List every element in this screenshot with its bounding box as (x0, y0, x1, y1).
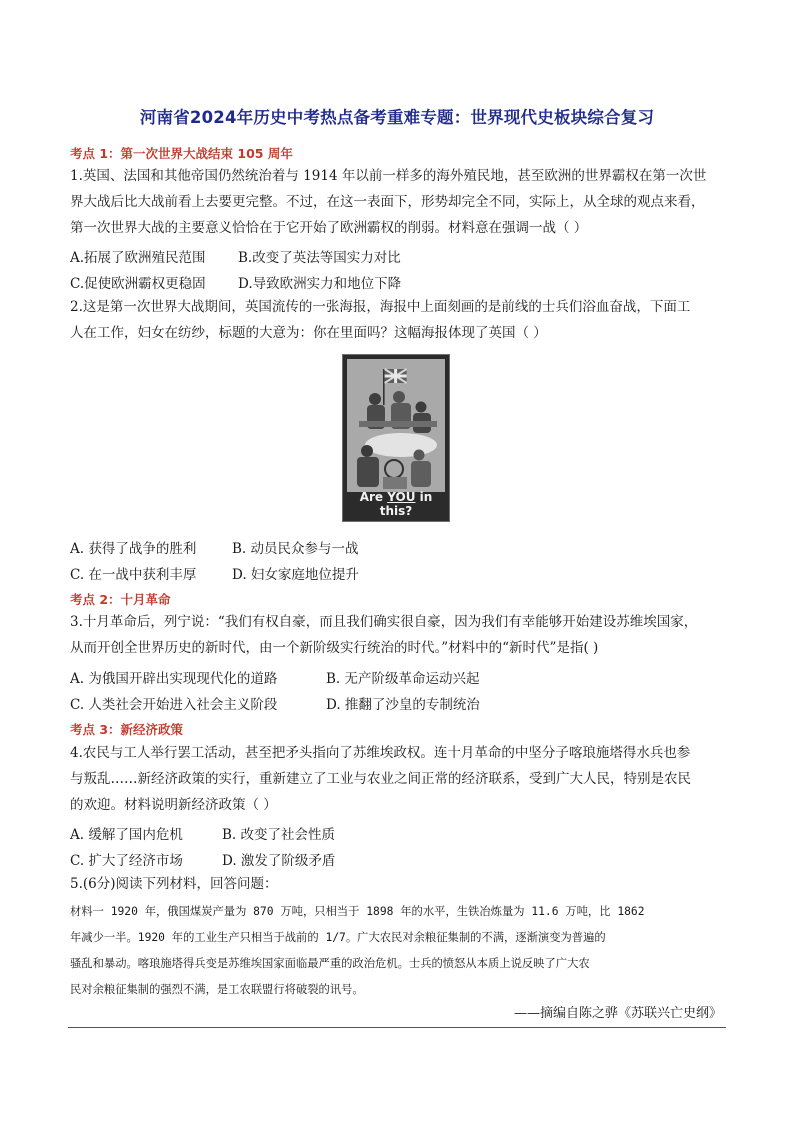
option-d: D.导致欧洲实力和地位下降 (238, 276, 402, 292)
material-text: 骚乱和暴动。喀琅施塔得兵变是苏维埃国家面临最严重的政治危机。士兵的愤怒从本质上说反映了广大农 (70, 957, 590, 970)
section-heading-2: 考点 2：十月革命 (70, 592, 171, 607)
question-text: 第一次世界大战的主要意义恰恰在于它开始了欧洲霸权的削弱。材料意在强调一战（ ） (70, 220, 588, 236)
poster-caption-em: YOU (387, 490, 416, 504)
option-d: D. 妇女家庭地位提升 (232, 567, 359, 583)
question-text: 3.十月革命后，列宁说：“我们有权自豪，而且我们确实很自豪，因为我们有幸能够开始建设苏维埃国家， (70, 614, 698, 630)
question-text: 人在工作，妇女在纺纱，标题的大意为：你在里面吗？这幅海报体现了英国（ ） (70, 325, 547, 341)
material-text: 民对余粮征集制的强烈不满，是工农联盟行将破裂的讯号。 (70, 983, 364, 996)
option-a: A. 为俄国开辟出实现现代化的道路 (70, 671, 278, 687)
poster-artwork (347, 359, 445, 492)
option-d: D. 激发了阶级矛盾 (222, 853, 336, 869)
section-heading-1: 考点 1：第一次世界大战结束 105 周年 (70, 146, 293, 161)
option-c: C. 扩大了经济市场 (70, 853, 183, 869)
question-text: 的欢迎。材料说明新经济政策（ ） (70, 797, 277, 813)
poster-caption (343, 490, 449, 518)
question-text: 界大战后比大战前看上去要更完整。不过，在这一表面下，形势却完全不同，实际上，从全球的观点来看， (70, 194, 705, 210)
poster-caption-pre: Are (359, 490, 388, 504)
poster-illustration (347, 359, 445, 492)
option-b: B. 无产阶级革命运动兴起 (326, 671, 480, 687)
question-text: 5.(6分)阅读下列材料，回答问题： (70, 876, 278, 892)
poster-caption-post: in this? (379, 490, 433, 518)
material-source: ——摘编自陈之骅《苏联兴亡史纲》 (513, 1006, 722, 1021)
question-text: 1.英国、法国和其他帝国仍然统治着与 1914 年以前一样多的海外殖民地，甚至欧洲的世界霸权在第一次世 (70, 168, 707, 184)
option-d: D. 推翻了沙皇的专制统治 (326, 697, 480, 713)
document-title: 河南省2024年历史中考热点备考重难专题：世界现代史板块综合复习 (139, 108, 655, 127)
question-text: 与叛乱……新经济政策的实行，重新建立了工业与农业之间正常的经济联系，受到广大人民，特别是农民 (70, 771, 691, 787)
option-a: A. 获得了战争的胜利 (70, 541, 197, 557)
question-text: 4.农民与工人举行罢工活动，甚至把矛头指向了苏维埃政权。连十月革命的中坚分子喀琅施塔得水兵也参 (70, 745, 691, 761)
option-c: C. 人类社会开始进入社会主义阶段 (70, 697, 278, 713)
footer-divider (68, 1027, 726, 1028)
question-text: 从而开创全世界历史的新时代，由一个新阶级实行统治的时代。”材料中的“新时代”是指( ) (70, 640, 599, 656)
material-text: 年减少一半。1920 年的工业生产只相当于战前的 1/7。广大农民对余粮征集制的不满，逐渐演变为普遍的 (70, 931, 606, 944)
option-b: B. 动员民众参与一战 (232, 541, 359, 557)
option-c: C.促使欧洲霸权更稳固 (70, 276, 206, 292)
option-c: C. 在一战中获利丰厚 (70, 567, 197, 583)
material-text: 材料一 1920 年，俄国煤炭产量为 870 万吨，只相当于 1898 年的水平，生铁冶炼量为 11.6 万吨，比 1862 (70, 905, 645, 918)
war-poster-image (342, 354, 450, 522)
option-b: B. 改变了社会性质 (222, 827, 336, 843)
option-b: B.改变了英法等国实力对比 (238, 250, 401, 266)
section-heading-3: 考点 3：新经济政策 (70, 722, 184, 737)
question-text: 2.这是第一次世界大战期间，英国流传的一张海报，海报中上面刻画的是前线的士兵们浴血奋战，下面工 (70, 299, 691, 315)
option-a: A.拓展了欧洲殖民范围 (70, 250, 206, 266)
option-a: A. 缓解了国内危机 (70, 827, 183, 843)
